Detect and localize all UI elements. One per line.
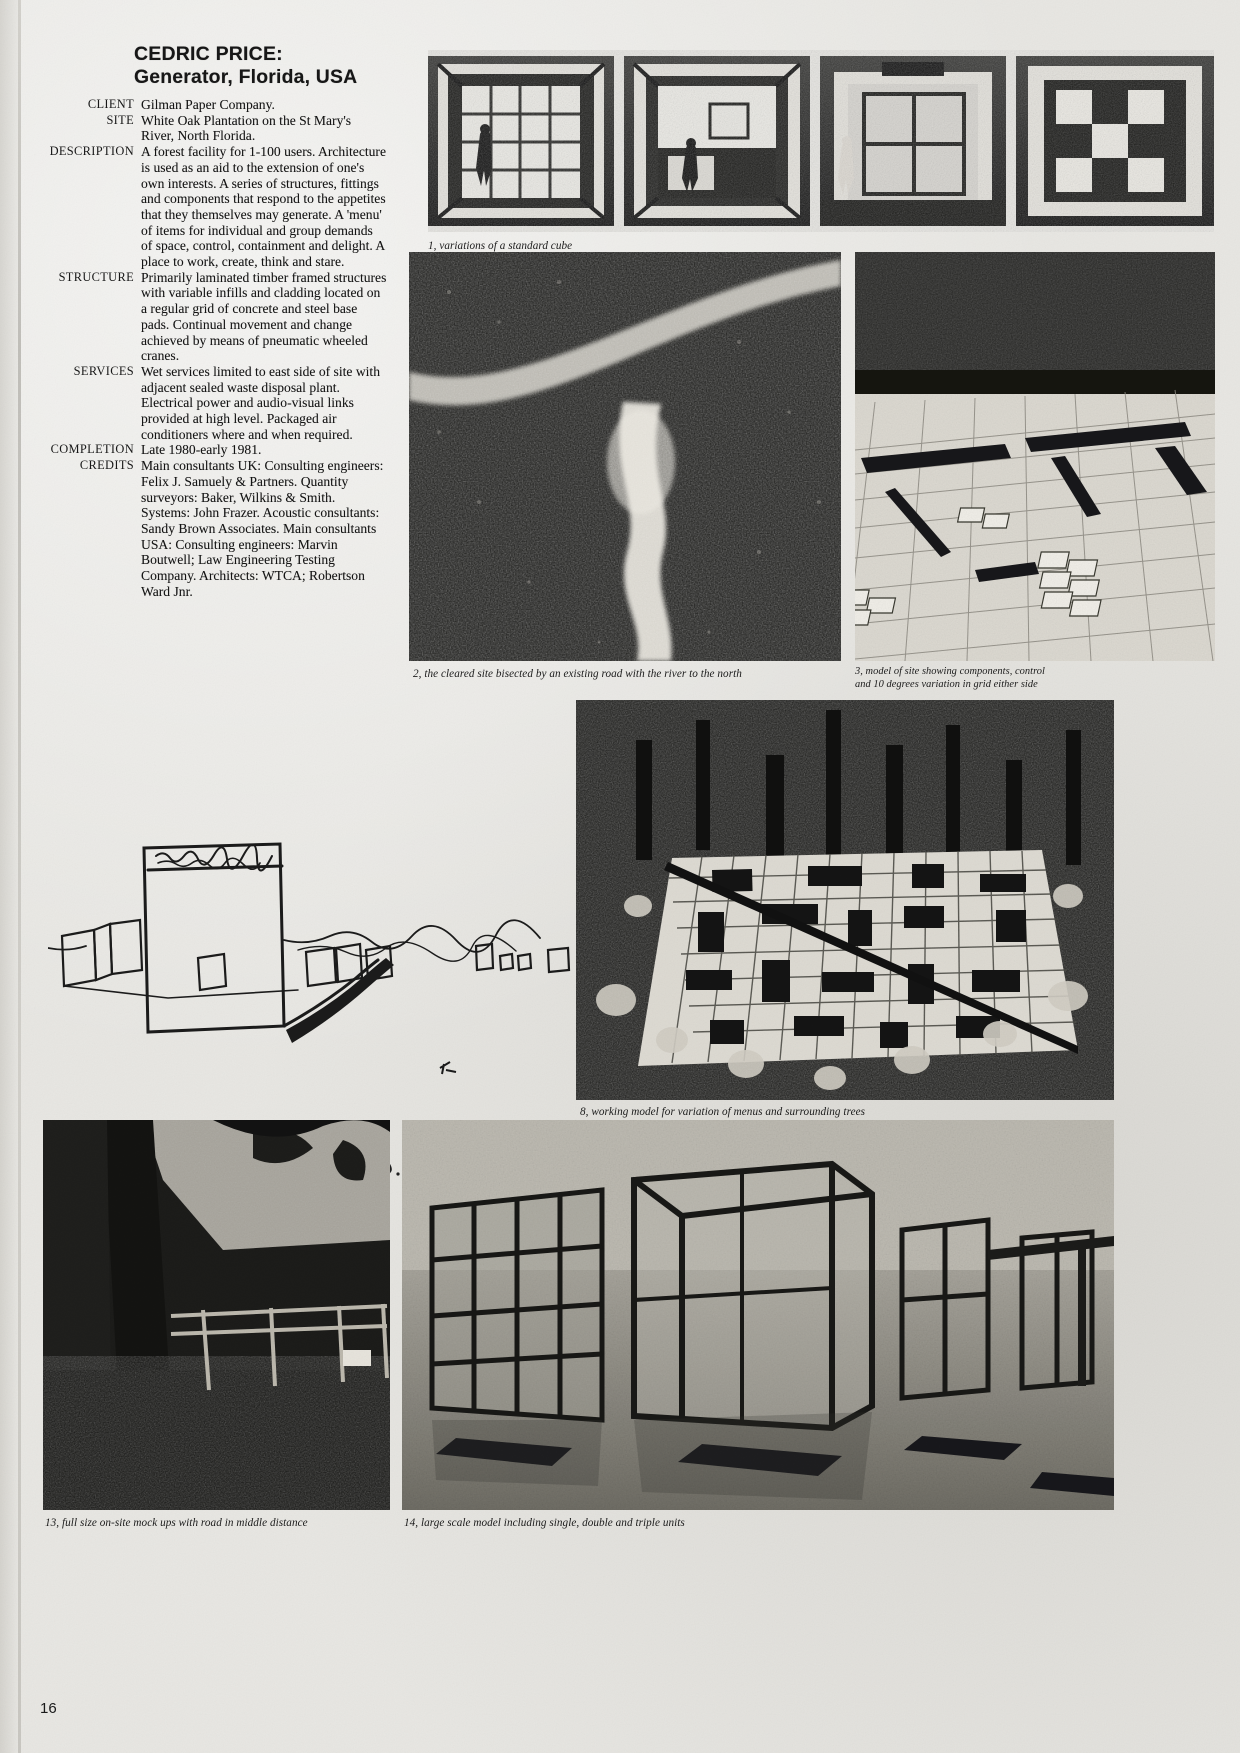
figure-8-working-model <box>576 700 1114 1118</box>
spec-row-client <box>42 97 387 113</box>
figure-2-caption: 2, the cleared site bisected by an existing road with the river to the north <box>413 668 742 680</box>
page-number: 16 <box>40 1700 57 1717</box>
large-scale-model-photo <box>402 1120 1114 1510</box>
spec-row-structure <box>42 270 387 364</box>
title-line-1: CEDRIC PRICE: <box>134 43 283 65</box>
figure-13-site-mockups <box>43 1120 390 1529</box>
site-model-photo <box>855 252 1215 661</box>
spec-row-completion <box>42 442 387 458</box>
spec-value: Wet services limited to east side of site with adjacent sealed waste disposal plant. Electrical power and audio-visual links provided at high level. Packaged air conditioners where and when required. <box>141 363 381 442</box>
figure-8-caption: 8, working model for variation of menus and surrounding trees <box>580 1106 866 1118</box>
working-model-photo <box>576 700 1114 1100</box>
figure-14-caption: 14, large scale model including single, double and triple units <box>404 1517 685 1529</box>
figure-14-large-scale-model <box>402 1120 1114 1529</box>
figure-3-site-model <box>855 252 1215 690</box>
concept-sketch-drawing <box>48 830 578 1120</box>
page-title <box>134 44 387 88</box>
figure-1-caption: 1, variations of a standard cube <box>428 240 573 252</box>
spec-row-description <box>42 144 387 270</box>
onsite-mockup-photo <box>43 1120 390 1510</box>
figure-1-variations-of-cube <box>428 50 1214 252</box>
spec-label: CREDITS <box>79 458 134 473</box>
cube-variations-photo <box>428 50 1214 232</box>
title-line-2: Generator, Florida, USA <box>134 67 358 88</box>
spec-value: Primarily laminated timber framed structures with variable infills and cladding located on a regular grid of concrete and steel base pads. Continual movement and change achieved by means of pneumatic wheeled cranes. <box>141 269 387 364</box>
figure-3-caption-line-2: and 10 degrees variation in grid either side <box>855 679 1038 690</box>
figure-2-cleared-site-aerial <box>409 252 841 680</box>
page-left-edge-shadow <box>0 0 18 1753</box>
figure-13-caption: 13, full size on-site mock ups with road in middle distance <box>45 1517 308 1529</box>
page-left-rule <box>18 0 21 1753</box>
spec-value: Late 1980-early 1981. <box>141 442 262 458</box>
spec-row-credits <box>42 458 387 599</box>
spec-value: Main consultants UK: Consulting engineers: Felix J. Samuely & Partners. Quantity surveyors: Baker, Wilkins & Smith. Systems: John Frazer. Acoustic consultants: Sandy Brown Associates. Main consultants USA: Consulting engineers: Marvin Boutwell; Law Engineering Testing Company. Architects: WTCA; Robertson Ward Jnr. <box>141 458 384 599</box>
spec-value: White Oak Plantation on the St Mary's River, North Florida. <box>141 112 352 144</box>
spec-row-site <box>42 113 387 144</box>
figure-7-early-concept-drawing <box>48 830 578 1120</box>
article-text-column <box>42 44 387 600</box>
spec-label: COMPLETION <box>50 442 134 457</box>
spec-list <box>42 97 387 600</box>
figure-3-caption-line-1: 3, model of site showing components, control <box>855 666 1045 677</box>
spec-row-services <box>42 364 387 443</box>
spec-label: DESCRIPTION <box>49 144 134 159</box>
spec-label: CLIENT <box>87 97 134 111</box>
spec-label: SERVICES <box>73 363 134 378</box>
spec-label: STRUCTURE <box>58 269 134 284</box>
spec-value: A forest facility for 1-100 users. Architecture is used as an aid to the extension of one's own interests. A series of structures, fittings and components that respond to the appetites that they themselves may generate. A 'menu' of items for individual and group demands of space, control, containment and delight. A place to work, create, think and stare. <box>141 144 386 270</box>
spec-value: Gilman Paper Company. <box>141 97 275 112</box>
spec-label: SITE <box>106 112 134 127</box>
aerial-site-photo <box>409 252 841 661</box>
